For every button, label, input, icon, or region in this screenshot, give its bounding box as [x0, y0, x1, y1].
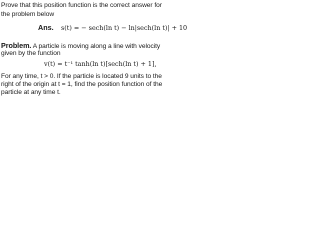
prompt-line-1: Prove that this position function is the correct answer for: [1, 2, 162, 9]
answer-formula: s(t) = − sech(ln t) − ln|sech(ln t)| + 10: [61, 24, 188, 32]
answer-label: Ans.: [38, 23, 54, 32]
answer-row: [38, 22, 187, 32]
problem-line-3: For any time, t > 0. If the particle is located 9 units to the: [1, 73, 162, 80]
problem-line-2: given by the function: [1, 50, 61, 57]
problem-line-4: right of the origin at t = 1, find the position function of the: [1, 81, 163, 88]
problem-label: Problem.: [1, 41, 32, 50]
problem-line-5: particle at any time t.: [1, 89, 61, 96]
prompt-line-2: the problem below: [1, 11, 55, 18]
document-page: [0, 0, 200, 106]
problem-text-1: A particle is moving along a line with velocity: [32, 43, 161, 50]
velocity-formula: v(t) = t⁻¹ tanh(ln t)[sech(ln t) + 1],: [44, 60, 157, 68]
